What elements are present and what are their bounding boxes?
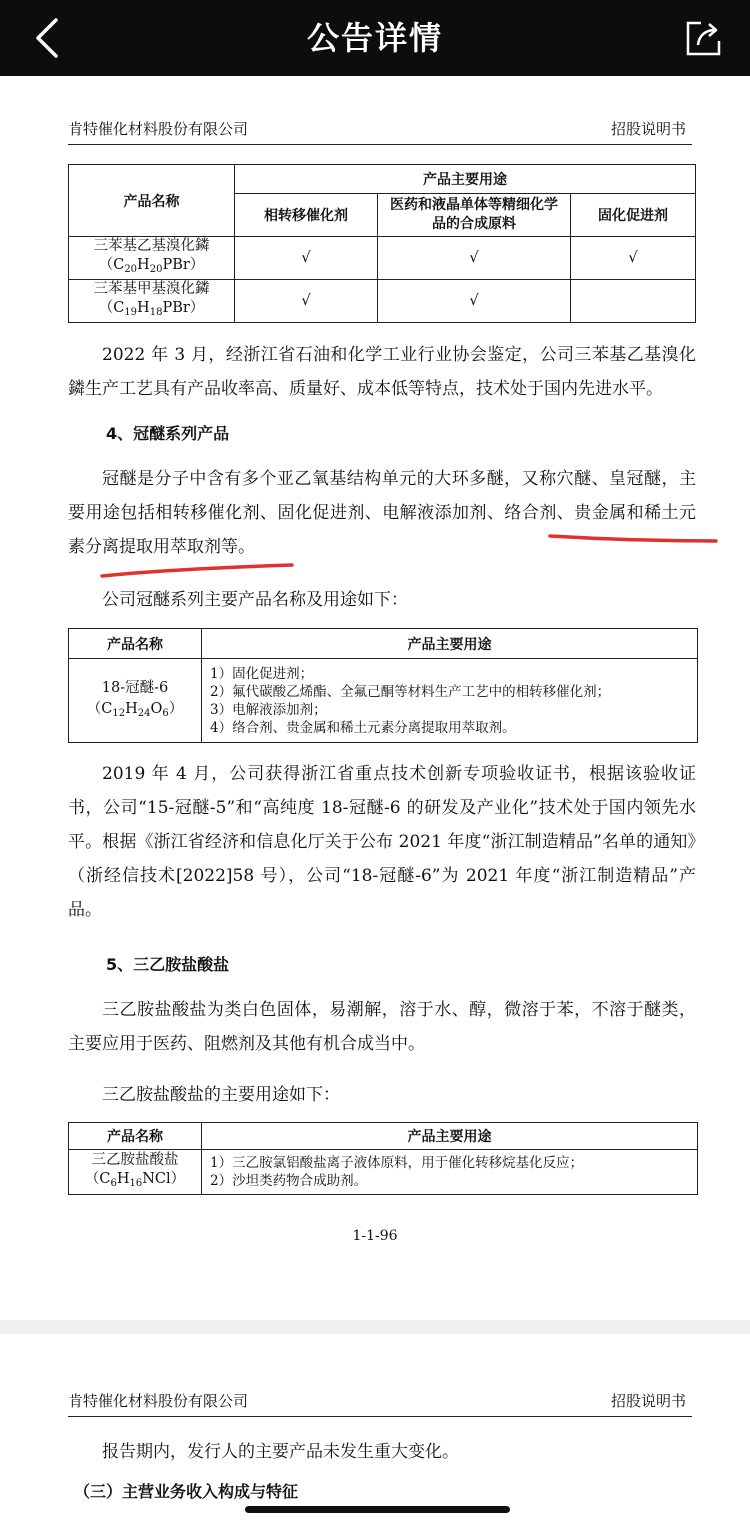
- col-header-use: 产品主要用途: [202, 629, 698, 659]
- paragraph-crown-intro: 公司冠醚系列主要产品名称及用途如下：: [102, 590, 408, 610]
- product-name: 三乙胺盐酸盐: [91, 1152, 179, 1168]
- col-header-use: 产品主要用途: [235, 165, 696, 194]
- col-header-use: 产品主要用途: [202, 1123, 698, 1150]
- section-heading-triethylamine: 5、三乙胺盐酸盐: [106, 955, 230, 974]
- page-number: 1-1-96: [352, 1228, 398, 1244]
- document-type: 招股说明书: [610, 120, 686, 138]
- col-header-name: 产品名称: [69, 629, 202, 659]
- check-mark: √: [378, 280, 571, 323]
- red-underline-annotation: [0, 76, 750, 596]
- product-formula: $(C_{12}H_{24}O_6)$: [86, 700, 184, 719]
- home-indicator[interactable]: [245, 1506, 510, 1513]
- product-formula: $(C_6H_{16}NCl)$: [84, 1171, 186, 1189]
- product-name: 三苯基乙基溴化鏻: [93, 238, 210, 254]
- check-mark: √: [235, 237, 378, 280]
- company-name: 肯特催化材料股份有限公司: [68, 1392, 249, 1410]
- sub-col-pharma: 医药和液晶单体等精细化学品的合成原料: [378, 194, 571, 237]
- paragraph-crown-ether: 冠醚是分子中含有多个亚乙氧基结构单元的大环多醚，又称穴醚、皇冠醚，主要用途包括相转移催化剂、固化促进剂、电解液添加剂、络合剂、贵金属和稀土元素分离提取用萃取剂等。: [68, 469, 696, 557]
- product-formula: $(C_{19}H_{18}PBr)$: [98, 300, 205, 318]
- document-type: 招股说明书: [610, 1392, 686, 1410]
- section-heading-revenue: （三）主营业务收入构成与特征: [74, 1482, 299, 1501]
- paragraph-certification: 2019 年 4 月，公司获得浙江省重点技术创新专项验收证书，根据该验收证书，公司“15-冠醚-5”和“高纯度 18-冠醚-6 的研发及产业化”技术处于国内领先水平。根据《浙江省经济和信息化厅关于公布 2021 年度“浙江制造精品”名单的通知》（浙经信技术[2022]58 号），公司“18-冠醚-6”为 2021 年度“浙江制造精品”产品。: [68, 764, 696, 920]
- page-title: 公告详情: [306, 19, 443, 57]
- paragraph-triethylamine-intro: 三乙胺盐酸盐的主要用途如下：: [102, 1085, 340, 1105]
- top-navigation-bar: [0, 0, 750, 76]
- col-header-name: 产品名称: [69, 1123, 202, 1150]
- share-icon[interactable]: [684, 18, 724, 58]
- table-row: [69, 659, 698, 743]
- company-name: 肯特催化材料股份有限公司: [68, 120, 249, 138]
- list-item: 1）三乙胺氯铝酸盐离子液体原料，用于催化转移烷基化反应；: [210, 1155, 584, 1171]
- list-item: 4）络合剂、贵金属和稀土元素分离提取用萃取剂。: [210, 719, 516, 736]
- sub-col-curing: 固化促进剂: [571, 194, 696, 237]
- product-uses-cell: [202, 1150, 698, 1195]
- paragraph-triethylamine: 三乙胺盐酸盐为类白色固体，易潮解，溶于水、醇，微溶于苯，不溶于醚类，主要应用于医药、阻燃剂及其他有机合成当中。: [68, 1000, 696, 1054]
- product-table-triethylamine: [68, 1122, 698, 1195]
- product-name: 三苯基甲基溴化鏻: [93, 281, 210, 297]
- list-item: 1）固化促进剂；: [210, 665, 314, 682]
- check-mark: √: [378, 237, 571, 280]
- check-mark: √: [571, 237, 696, 280]
- document-page-2: [0, 1334, 750, 1526]
- sub-col-ptc: 相转移催化剂: [235, 194, 378, 237]
- paragraph-evaluation: 2022 年 3 月，经浙江省石油和化学工业行业协会鉴定，公司三苯基乙基溴化鏻生产工艺具有产品收率高、质量好、成本低等特点，技术处于国内先进水平。: [68, 345, 696, 399]
- page-header: [68, 1386, 692, 1417]
- document-page-1: [0, 76, 750, 1320]
- section-heading-crown-ether: 4、冠醚系列产品: [106, 424, 230, 443]
- page-separator: [0, 1320, 750, 1334]
- paragraph-no-change: 报告期内，发行人的主要产品未发生重大变化。: [102, 1442, 459, 1462]
- list-item: 2）氟代碳酸乙烯酯、全氟己酮等材料生产工艺中的相转移催化剂；: [210, 683, 611, 700]
- table-row: [69, 1150, 698, 1195]
- product-name-cell: [69, 659, 202, 743]
- product-name: 18-冠醚-6: [101, 679, 169, 696]
- check-mark: √: [235, 280, 378, 323]
- product-name-cell: [69, 1150, 202, 1195]
- product-uses-cell: [202, 659, 698, 743]
- list-item: 3）电解液添加剂；: [210, 701, 327, 718]
- product-table-crown-ether: [68, 628, 698, 743]
- product-formula: $(C_{20}H_{20}PBr)$: [98, 257, 205, 275]
- col-header-name: 产品名称: [69, 165, 235, 237]
- list-item: 2）沙坦类药物合成助剂。: [210, 1173, 368, 1189]
